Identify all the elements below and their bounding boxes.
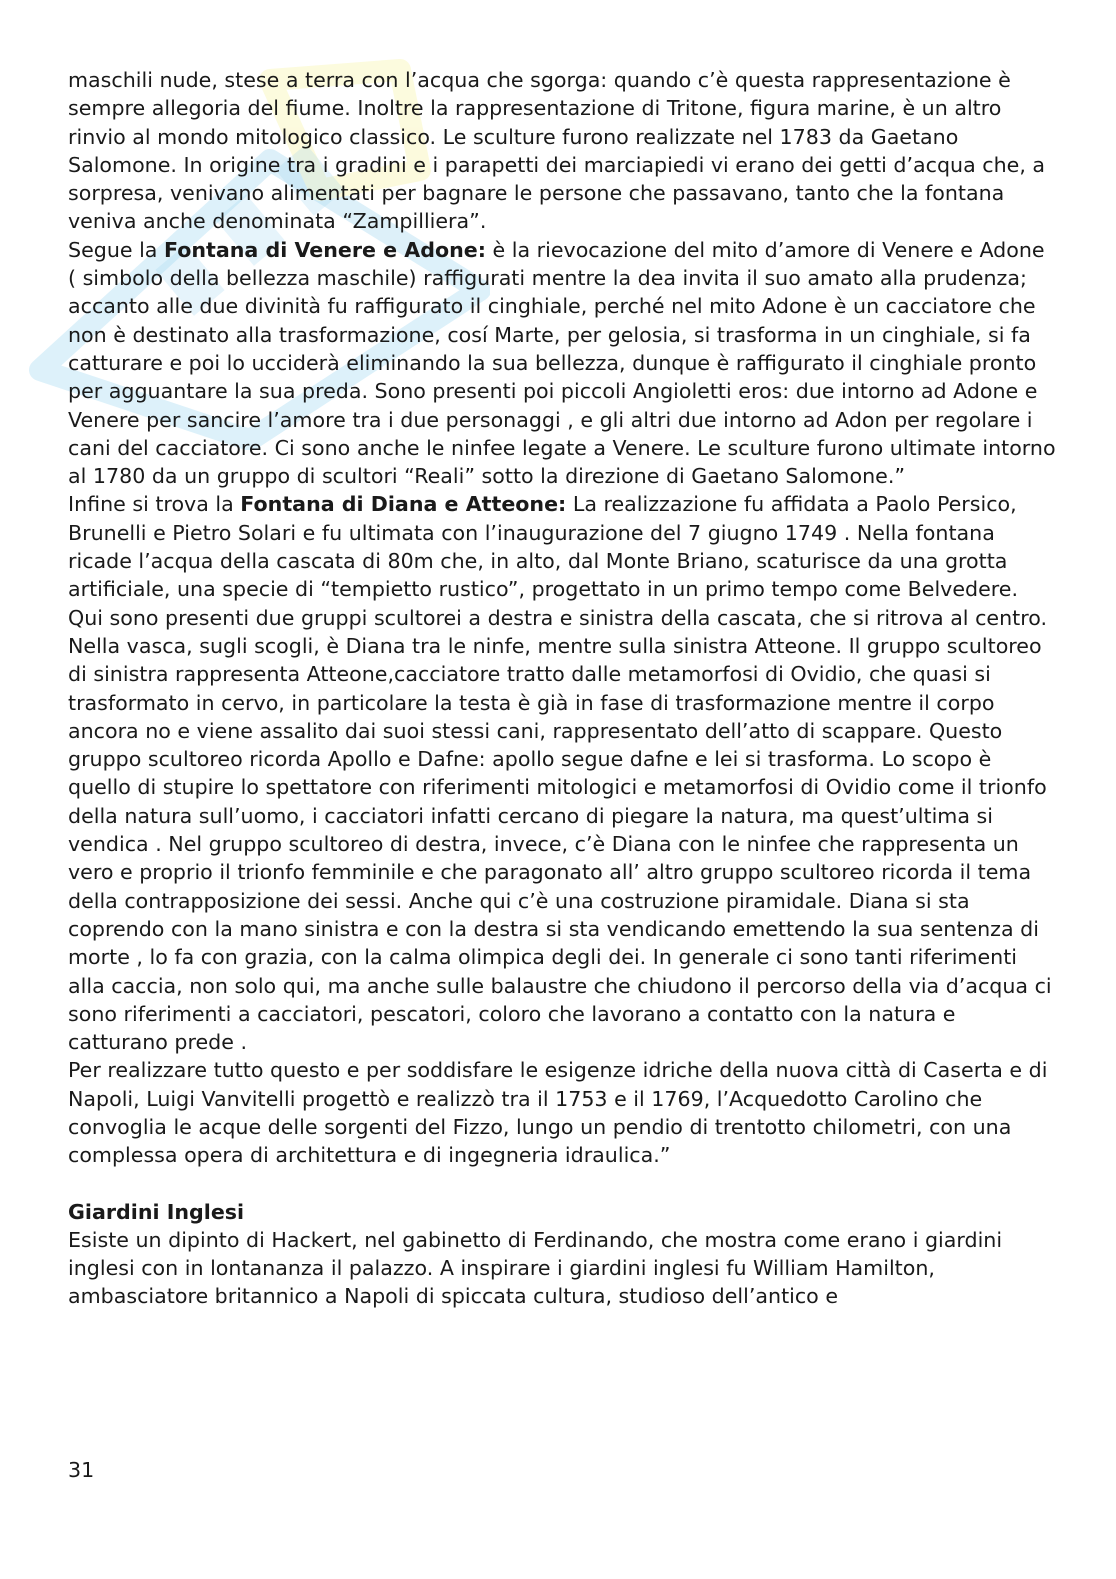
paragraph-giardini-inglesi: Esiste un dipinto di Hackert, nel gabinetto di Ferdinando, che mostra come erano i giardini inglesi con in lontananza il palazzo. A inspirare i giardini inglesi fu William Hamilton, ambasciatore britannico a Napoli di spiccata cultura, studioso dell’antico e <box>68 1227 1003 1309</box>
page-number: 31 <box>68 1458 95 1482</box>
paragraph-diana-atteone <box>68 490 1058 1056</box>
paragraph-venere-adone <box>68 236 1058 491</box>
fountain-title-venere-adone: Fontana di Venere e Adone: <box>163 237 486 262</box>
paragraph-lead: Segue la <box>68 237 164 262</box>
document-body <box>68 66 1058 1311</box>
fountain-title-diana-atteone: Fontana di Diana e Atteone: <box>240 492 567 517</box>
paragraph-lead: Infine si trova la <box>68 492 241 517</box>
paragraph-acquedotto: Per realizzare tutto questo e per soddisfare le esigenze idriche della nuova città di Caserta e di Napoli, Luigi Vanvitelli progettò e realizzò tra il 1753 e il 1769, l’Acquedotto Carolino che convoglia le acque delle sorgenti del Fizzo, lungo un pendio di trentotto chilometri, con una complessa opera di architettura e di ingegneria idraulica.” <box>68 1058 1048 1168</box>
paragraph-zampilliera: maschili nude, stese a terra con l’acqua che sgorga: quando c’è questa rappresentazione è sempre allegoria del fiume. Inoltre la rappresentazione di Tritone, figura marine, è un altro rinvio al mondo mitologico classico. Le sculture furono realizzate nel 1783 da Gaetano Salomone. In origine tra i gradini e i parapetti dei marciapiedi vi erano dei getti d’acqua che, a sorpresa, venivano alimentati per bagnare le persone che passavano, tanto che la fontana veniva anche denominata “Zampilliera”. <box>68 68 1046 234</box>
paragraph-gap <box>68 1170 1058 1198</box>
paragraph-text: La realizzazione fu affidata a Paolo Persico, Brunelli e Pietro Solari e fu ultimata con l’inaugurazione del 7 giugno 1749 . Nella fontana ricade l’acqua della cascata di 80m che, in alto, dal Monte Briano, scaturisce da una grotta artificiale, una specie di “tempietto rustico”, progettato in un primo tempo come Belvedere. Qui sono presenti due gruppi scultorei a destra e sinistra della cascata, che si ritrova al centro. Nella vasca, sugli scogli, è Diana tra le ninfe, mentre sulla sinistra Atteone. Il gruppo scultoreo di sinistra rappresenta Atteone,cacciatore tratto dalle metamorfosi di Ovidio, che quasi si trasformato in cervo, in particolare la testa è già in fase di trasformazione mentre il corpo ancora no e viene assalito dai suoi stessi cani, rappresentato dell’atto di scappare. Questo gruppo scultoreo ricorda Apollo e Dafne: apollo segue dafne e lei si trasforma. Lo scopo è quello di stupire lo spettatore con riferimenti mitologici e metamorfosi di Ovidio come il trionfo della natura sull’uomo, i cacciatori infatti cercano di piegare la natura, ma quest’ultima si vendica . Nel gruppo scultoreo di destra, invece, c’è Diana con le ninfee che rappresenta un vero e proprio il trionfo femminile e che paragonato all’ altro gruppo scultoreo ricorda il tema della contrapposizione dei sessi. Anche qui c’è una costruzione piramidale. Diana si sta coprendo con la mano sinistra e con la destra si sta vendicando emettendo la sua sentenza di morte , lo fa con grazia, con la calma olimpica degli dei. In generale ci sono tanti riferimenti alla caccia, non solo qui, ma anche sulle balaustre che chiudono il percorso della via d’acqua ci sono riferimenti a cacciatori, pescatori, coloro che lavorano a contatto con la natura e catturano prede . <box>68 492 1052 1055</box>
section-heading: Giardini Inglesi <box>68 1199 245 1224</box>
paragraph-text: è la rievocazione del mito d’amore di Venere e Adone ( simbolo della bellezza maschile) raffigurati mentre la dea invita il suo amato alla prudenza; accanto alle due divinità fu raffigurato il cinghiale, perché nel mito Adone è un cacciatore che non è destinato alla trasformazione, cosí Marte, per gelosia, si trasforma in un cinghiale, si fa catturare e poi lo ucciderà eliminando la sua bellezza, dunque è raffigurato il cinghiale pronto per agguantare la sua preda. Sono presenti poi piccoli Angioletti eros: due intorno ad Adone e Venere per sancire l’amore tra i due personaggi , e gli altri due intorno ad Adon per regolare i cani del cacciatore. Ci sono anche le ninfee legate a Venere. Le sculture furono ultimate intorno al 1780 da un gruppo di scultori “Reali” sotto la direzione di Gaetano Salomone.” <box>68 237 1056 489</box>
